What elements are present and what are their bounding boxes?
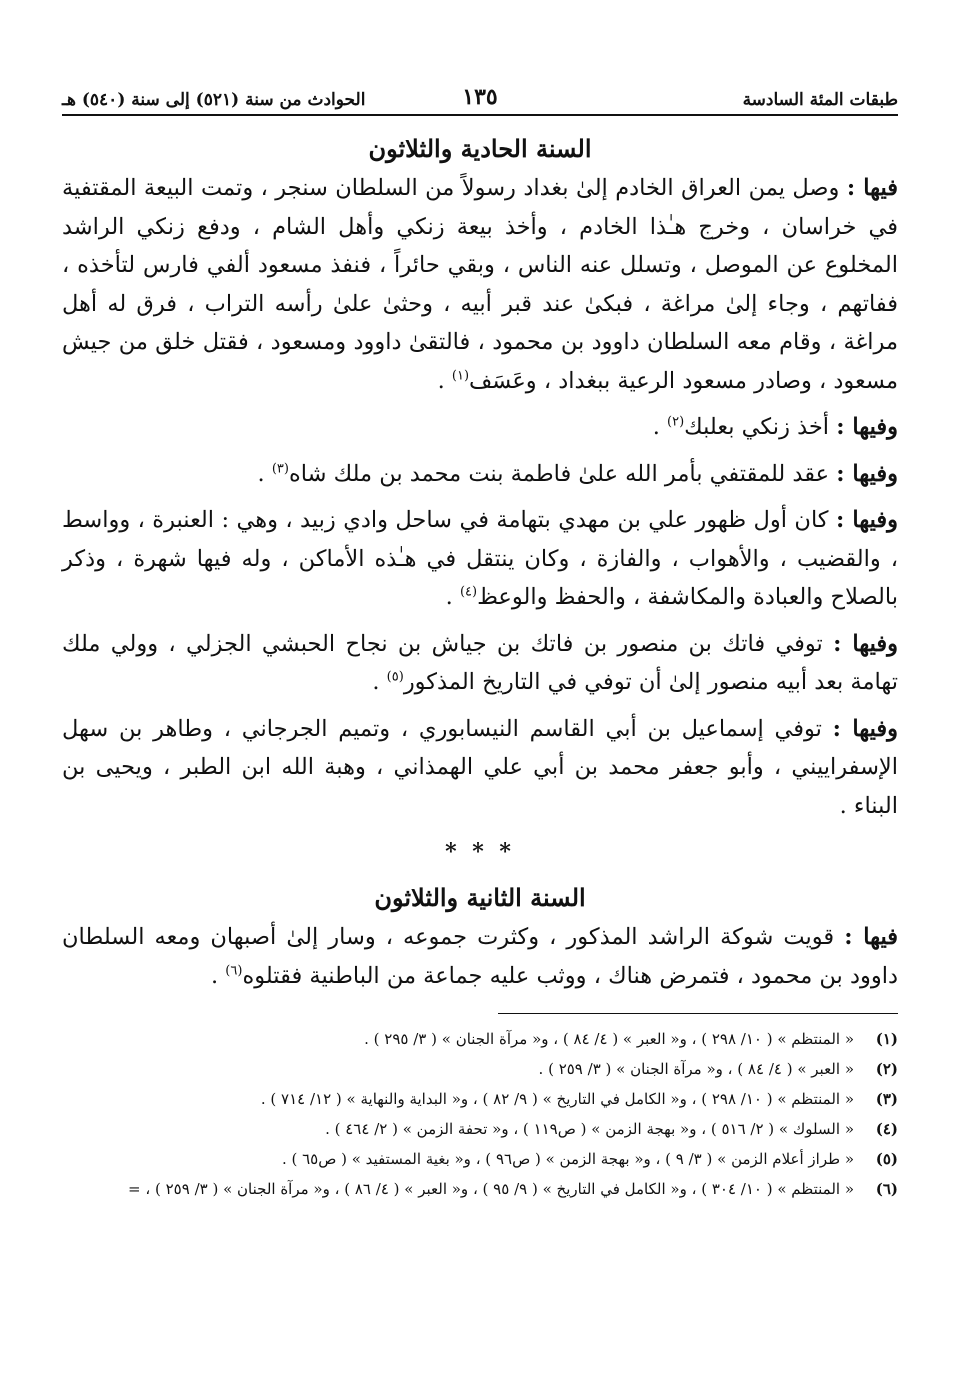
paragraph-text: أخذ زنكي بعلبك [684, 414, 830, 440]
footnote-item [62, 1144, 898, 1174]
section-title-year-32: السنة الثانية والثلاثون [374, 883, 586, 912]
footnote-text: « العبر » ( ٤/ ٨٤ ) ، و« مرآة الجنان » ( ٣/ ٢٥٩ ) . [538, 1060, 854, 1078]
footnote-item [62, 1024, 898, 1054]
footnote-item [62, 1054, 898, 1084]
paragraph-text: توفي إسماعيل بن أبي القاسم النيسابوري ، وتميم الجرجاني ، وطاهر بن سهل الإسفراييني ، وأبو جعفر محمد بن أبي علي الهمذاني ، وهبة الله ابن الطبر ، ويحيى بن البناء . [62, 715, 898, 819]
footnote-text: « المنتظم » ( ١٠/ ٢٩٨ ) ، و« الكامل في التاريخ » ( ٩/ ٨٢ ) ، و« البداية والنهاية » ( ١٢/ ٧١٤ ) . [260, 1090, 854, 1108]
running-header [62, 70, 898, 116]
footnote-text: « المنتظم » ( ١٠/ ٢٩٨ ) ، و« العبر » ( ٤/ ٨٤ ) ، و« مرآة الجنان » ( ٣/ ٢٩٥ ) . [364, 1030, 854, 1048]
header-page-number: ١٣٥ [462, 84, 498, 110]
footnote-ref[interactable]: (٦) [225, 963, 243, 978]
paragraph [62, 710, 898, 826]
paragraph-tail: . [445, 584, 460, 610]
paragraph [62, 408, 898, 447]
footnote-divider [498, 1013, 898, 1014]
paragraph-tail: . [210, 962, 226, 989]
paragraph-lead: فيها : [844, 924, 898, 950]
footnote-ref[interactable]: (١) [451, 368, 470, 383]
header-year-range: الحوادث من سنة (٥٢١) إلى سنة (٥٤٠) هـ [61, 90, 366, 110]
footnote-item [62, 1174, 898, 1204]
paragraph [62, 169, 898, 400]
paragraph-text: كان أول ظهور علي بن مهدي بتهامة في ساحل وادي زبيد ، وهي : العنبرة ، وواسط ، والقضيب ، والأهواب ، والفازة ، وكان ينتقل في هـٰذه الأماكن ، وله فيها شهرة ، وذكر بالصلاح والعبادة والمكاشفة ، والحفظ والوعظ [62, 507, 898, 610]
paragraph-tail: . [257, 460, 272, 487]
footnote-number: (٣) [875, 1090, 898, 1108]
footnote-number: (٥) [875, 1150, 898, 1168]
paragraph-text: وصل يمن العراق الخادم إلىٰ بغداد رسولاً من السلطان سنجر ، وتمت البيعة المقتفية في خراسان ، وخرج هـٰذا الخادم ، وأخذ بيعة زنكي وأهل الشام ، ودفع زنكي الراشد المخلوع عن الموصل ، وتسلل عنه الناس ، وبقي حائراً ، فنفذ مسعود ألفي فارس لتأخذه ، ففاتهم ، وجاء إلىٰ مراغة ، فبكىٰ عند قبر أبيه ، وحثىٰ علىٰ رأسه التراب ، فرق له أهل مراغة ، وقام معه السلطان داوود بن محمود ، فالتقىٰ داوود ومسعود ، فقتل خلق من جيش مسعود ، وصادر مسعود الرعية ببغداد ، وعَسَف [62, 175, 898, 394]
paragraph-tail: . [372, 669, 387, 695]
paragraph-lead: وفيها : [833, 630, 898, 657]
paragraph-text: توفي فاتك بن منصور بن فاتك بن جياش بن نجاح الحبشي الجزلي ، وولي ملك تهامة بعد أبيه منصور إلىٰ أن توفي في التاريخ المذكور [62, 630, 898, 695]
book-page [62, 70, 898, 1370]
paragraph [62, 501, 898, 617]
paragraph-lead: وفيها : [836, 460, 898, 487]
paragraph-lead: فيها : [846, 175, 898, 201]
footnote-text: « المنتظم » ( ١٠/ ٣٠٤ ) ، و« الكامل في التاريخ » ( ٩/ ٩٥ ) ، و« العبر » ( ٤/ ٨٦ ) ، و« مرآة الجنان » ( ٣/ ٢٥٩ ) ، = [128, 1180, 854, 1198]
paragraph [62, 918, 898, 995]
paragraph-text: قويت شوكة الراشد المذكور ، وكثرت جموعه ، وسار إلىٰ أصبهان ومعه السلطان داوود بن محمود ، فتمرض هناك ، ووثب عليه جماعة من الباطنية فقتلوه [62, 924, 898, 989]
footnotes-list [62, 1024, 898, 1204]
footnote-ref[interactable]: (٤) [459, 584, 478, 600]
section-separator: * * * [445, 839, 515, 865]
header-book-title: طبقات المئة السادسة [742, 90, 898, 110]
footnote-number: (١) [875, 1030, 898, 1048]
paragraph-lead: وفيها : [836, 414, 898, 440]
paragraph-lead: وفيها : [832, 715, 899, 742]
footnote-ref[interactable]: (٣) [271, 461, 289, 476]
footnote-ref[interactable]: (٥) [386, 669, 404, 685]
footnote-number: (٢) [875, 1060, 898, 1078]
paragraph [62, 455, 898, 494]
footnote-item [62, 1114, 898, 1144]
paragraph-tail: . [437, 367, 452, 394]
footnote-ref[interactable]: (٢) [667, 414, 685, 430]
footnote-text: « السلوك » ( ٢/ ٥١٦ ) ، و« بهجة الزمن » ( ص١١٩ ) ، و« تحفة الزمن » ( ٢/ ٤٦٤ ) . [325, 1120, 854, 1138]
footnote-item [62, 1084, 898, 1114]
footnote-number: (٤) [875, 1120, 898, 1138]
paragraph-text: عقد للمقتفي بأمر الله علىٰ فاطمة بنت محمد بن ملك شاه [288, 460, 830, 487]
paragraph-lead: وفيها : [835, 507, 899, 533]
paragraph-tail: . [652, 414, 668, 440]
footnote-text: « طراز أعلام الزمن » ( ٣/ ٩ ) ، و« بهجة الزمن » ( ص٩٦ ) ، و« بغية المستفيد » ( ص٦٥ ) . [281, 1150, 854, 1168]
section-title-year-31: السنة الحادية والثلاثون [368, 134, 592, 163]
paragraph [62, 625, 898, 702]
footnote-number: (٦) [875, 1180, 898, 1198]
